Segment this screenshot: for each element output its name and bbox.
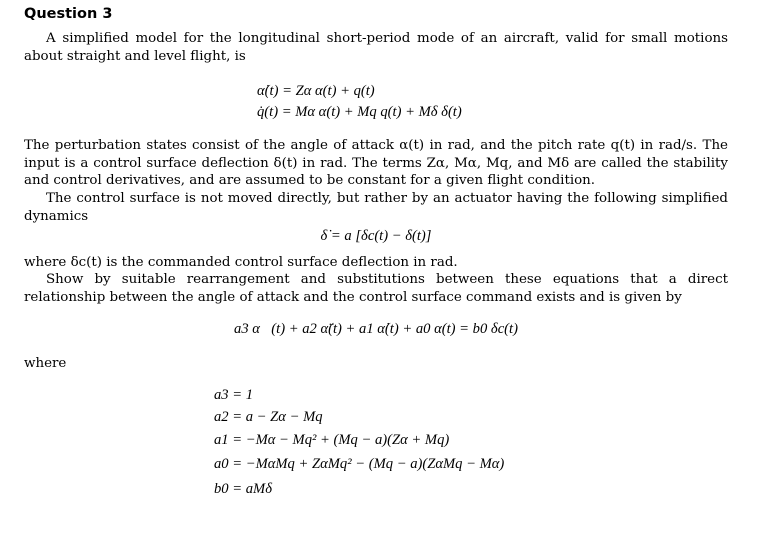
relation-equation: a3 α⃛(t) + a2 α̈(t) + a1 α̇(t) + a0 α(t) = b0 δc(t) [234,321,518,337]
model-equation-alpha: α̇(t) = Zα α(t) + q(t) [257,83,375,99]
model-equation-q: q̇(t) = Mα α(t) + Mq q(t) + Mδ δ(t) [257,104,462,120]
coefficient-a0: a0 = −MαMq + ZαMq² − (Mq − a)(ZαMq − Mα) [214,456,505,472]
coefficient-a3: a3 = 1 [214,387,254,403]
show-paragraph: Show by suitable rearrangement and substitutions between these equations that a direct relationship between the angle of attack and the control surface command exists and is given by [24,272,728,305]
intro-paragraph: A simplified model for the longitudinal short-period mode of an aircraft, valid for small motions about straight and level flight, is [24,31,728,64]
commanded-paragraph: where δc(t) is the commanded control surface deflection in rad. [24,255,458,270]
states-paragraph: The perturbation states consist of the angle of attack α(t) in rad, and the pitch rate q(t) in rad/s. The input is a control surface deflection δ(t) in rad. The terms Zα, Mα, Mq, and Mδ are called the stability and control derivatives, and are assumed to be constant for a given flight condition. [24,138,728,188]
coefficient-b0: b0 = aMδ [214,481,272,497]
question-heading: Question 3 [24,6,113,22]
actuator-equation: δ̇ = a [δc(t) − δ(t)] [320,228,432,244]
coefficient-a1: a1 = −Mα − Mq² + (Mq − a)(Zα + Mq) [214,432,450,448]
coefficient-a2: a2 = a − Zα − Mq [214,409,323,425]
actuator-paragraph: The control surface is not moved directly, but rather by an actuator having the following simplified dynamics [24,191,728,224]
where-label: where [24,356,67,371]
